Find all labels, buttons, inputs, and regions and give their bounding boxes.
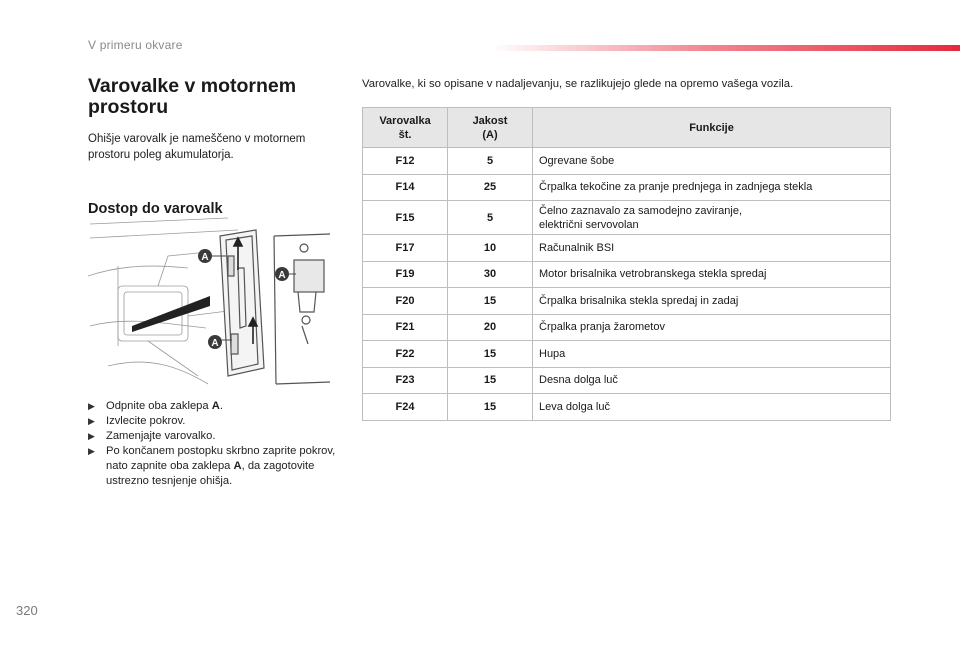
triangle-bullet-icon: ▶	[88, 446, 95, 456]
callout-label: A	[201, 252, 209, 263]
table-header-row	[363, 108, 891, 148]
callout-a-right	[275, 267, 296, 281]
fuse-number-cell: F14	[363, 174, 448, 201]
fuse-number-cell: F23	[363, 367, 448, 394]
step-item: ▶ Po končanem postopku skrbno zaprite pokrov, nato zapnite oba zaklepa A, da zagotovite ustrezno tesnjenje ohišja.	[88, 445, 336, 487]
running-header: V primeru okvare	[88, 38, 183, 52]
table-row	[363, 288, 891, 315]
fuse-number-cell: F21	[363, 314, 448, 341]
step-item: ▶ Odpnite oba zaklepa A.	[88, 400, 223, 412]
callout-label: A	[278, 270, 286, 281]
amperage-cell: 30	[448, 261, 533, 288]
table-intro: Varovalke, ki so opisane v nadaljevanju, se razlikujejo glede na opremo vašega vozila.	[362, 78, 794, 90]
section-title: Varovalke v motornem prostoru	[88, 75, 297, 118]
amperage-cell: 15	[448, 288, 533, 315]
amperage-cell: 15	[448, 394, 533, 421]
fuse-number-cell: F24	[363, 394, 448, 421]
step-item: ▶ Izvlecite pokrov.	[88, 415, 186, 427]
table-row	[363, 148, 891, 175]
amperage-cell: 25	[448, 174, 533, 201]
function-cell: Črpalka pranja žarometov	[533, 314, 891, 341]
function-cell: Desna dolga luč	[533, 367, 891, 394]
function-cell: Računalnik BSI	[533, 235, 891, 262]
table-row	[363, 367, 891, 394]
page-number: 320	[16, 603, 38, 618]
fuse-number-cell: F12	[363, 148, 448, 175]
amperage-cell: 10	[448, 235, 533, 262]
fuse-number-cell: F22	[363, 341, 448, 368]
header-amperage: Jakost (A)	[448, 108, 533, 148]
table-row	[363, 314, 891, 341]
amperage-cell: 20	[448, 314, 533, 341]
table-row	[363, 235, 891, 262]
table-row	[363, 174, 891, 201]
table-row	[363, 261, 891, 288]
fuse-number-cell: F19	[363, 261, 448, 288]
header-functions: Funkcije	[533, 108, 891, 148]
fuse-number-cell: F20	[363, 288, 448, 315]
amperage-cell: 15	[448, 367, 533, 394]
left-column	[88, 76, 338, 217]
triangle-bullet-icon: ▶	[88, 431, 95, 441]
fuse-table	[362, 107, 891, 421]
fuse-number-cell: F15	[363, 201, 448, 235]
header-accent-bar	[490, 45, 960, 51]
triangle-bullet-icon: ▶	[88, 401, 95, 411]
subsection-title: Dostop do varovalk	[88, 201, 223, 217]
header-fuse-number: Varovalka št.	[363, 108, 448, 148]
step-item: ▶ Zamenjajte varovalko.	[88, 430, 216, 442]
triangle-bullet-icon: ▶	[88, 416, 95, 426]
steps-list	[88, 399, 338, 489]
table-row	[363, 201, 891, 235]
fuse-box-illustration	[88, 216, 332, 388]
function-cell: Motor brisalnika vetrobranskega stekla spredaj	[533, 261, 891, 288]
function-cell: Hupa	[533, 341, 891, 368]
function-cell: Črpalka tekočine za pranje prednjega in zadnjega stekla	[533, 174, 891, 201]
function-cell: Ogrevane šobe	[533, 148, 891, 175]
amperage-cell: 5	[448, 148, 533, 175]
function-cell: Čelno zaznavalo za samodejno zaviranje, električni servovolan	[533, 201, 891, 235]
amperage-cell: 5	[448, 201, 533, 235]
table-row	[363, 341, 891, 368]
table-row	[363, 394, 891, 421]
callout-label: A	[211, 338, 219, 349]
intro-paragraph: Ohišje varovalk je nameščeno v motornem prostoru poleg akumulatorja.	[88, 133, 306, 161]
function-cell: Leva dolga luč	[533, 394, 891, 421]
fuse-number-cell: F17	[363, 235, 448, 262]
function-cell: Črpalka brisalnika stekla spredaj in zadaj	[533, 288, 891, 315]
amperage-cell: 15	[448, 341, 533, 368]
